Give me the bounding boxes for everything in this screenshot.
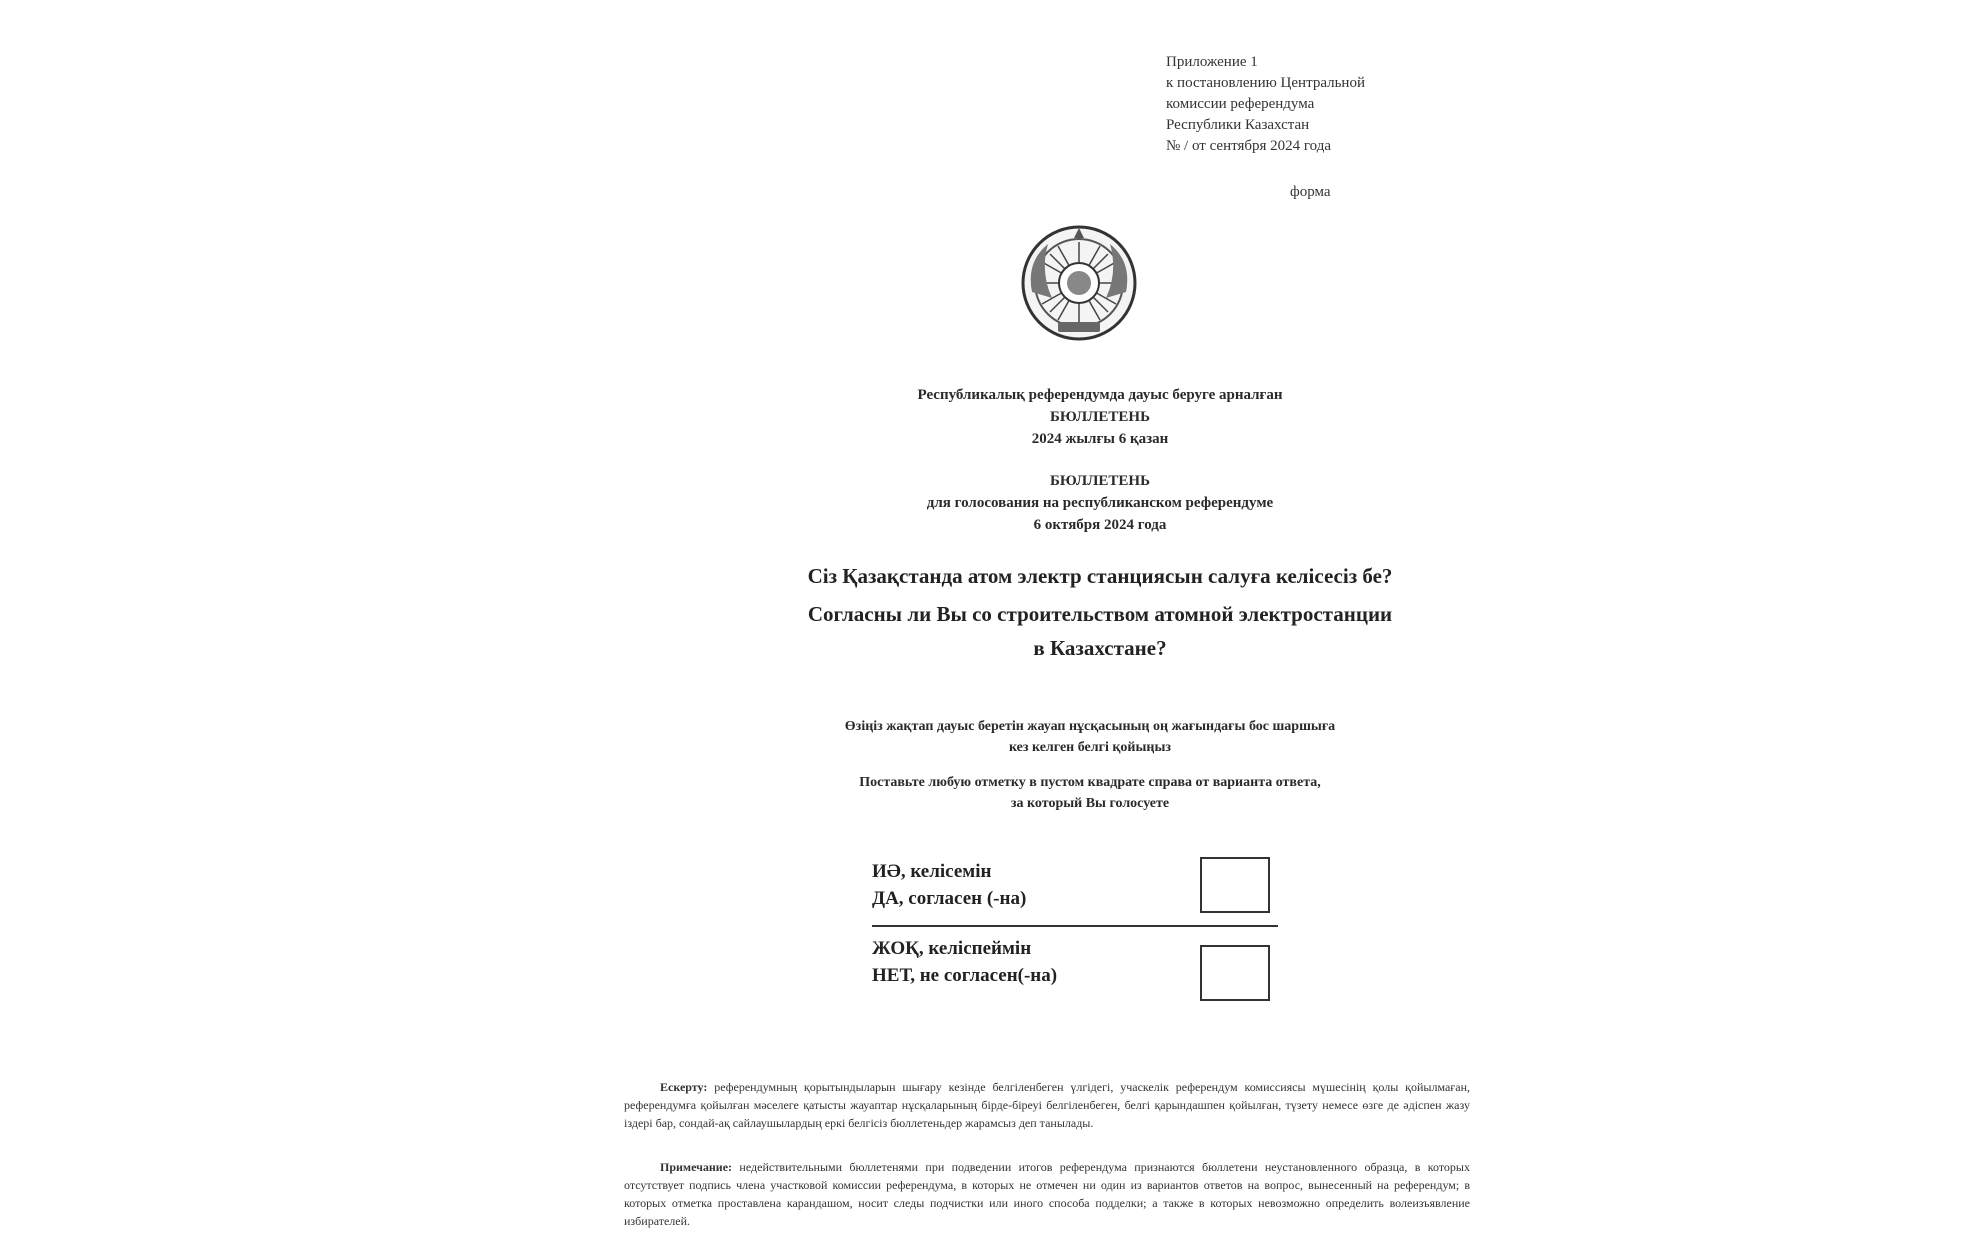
note-ru	[624, 1158, 1470, 1230]
note-kz-label: Ескерту:	[660, 1080, 708, 1094]
instruction-line: за который Вы голосуете	[1010, 796, 1170, 811]
appendix-line: к постановлению Центральной	[1166, 75, 1365, 91]
question-line: Согласны ли Вы со строительством атомной электростанции	[807, 602, 1393, 626]
question-ru	[700, 597, 1500, 665]
appendix-line: Приложение 1	[1166, 54, 1258, 70]
header-line: Республикалық референдумда дауыс беруге арналған	[917, 387, 1283, 403]
option-label-kz: ИӘ, келісемін	[872, 861, 992, 882]
note-ru-text: недействительными бюллетенями при подведении итогов референдума признаются бюллетени неустановленного образца, в которых отсутствует подпись члена участковой комиссии референдума, в которых не отмечен ни один из вариантов ответов на вопрос, вынесенный на референдум; в которых отметка проставлена карандашом, носит следы подчистки или иного способа подделки; а также в которых невозможно определить волеизъявление избирателей.	[624, 1160, 1470, 1228]
note-kz	[624, 1078, 1470, 1132]
instruction-line: кез келген белгі қойыңыз	[1008, 740, 1172, 755]
instructions-ru	[700, 772, 1480, 814]
appendix-note	[1166, 52, 1466, 157]
appendix-line: комиссии референдума	[1166, 96, 1315, 112]
vote-yes-checkbox[interactable]	[1200, 857, 1270, 913]
header-line: для голосования на республиканском референдуме	[926, 495, 1274, 511]
option-no	[872, 935, 1057, 989]
option-label-ru: НЕТ, не согласен(-на)	[872, 965, 1058, 986]
option-divider	[872, 925, 1278, 927]
option-yes	[872, 858, 1026, 912]
instruction-line: Поставьте любую отметку в пустом квадрате справа от варианта ответа,	[859, 775, 1321, 790]
header-line: 6 октября 2024 года	[1033, 517, 1167, 533]
ballot-header-kz	[760, 384, 1440, 450]
header-line: БЮЛЛЕТЕНЬ	[1049, 473, 1150, 489]
instructions-kz	[700, 716, 1480, 758]
header-line: БЮЛЛЕТЕНЬ	[1049, 409, 1150, 425]
appendix-line: № / от сентября 2024 года	[1166, 138, 1332, 154]
option-label-kz: ЖОҚ, келіспеймін	[872, 938, 1032, 959]
appendix-line: Республики Казахстан	[1166, 117, 1310, 133]
instruction-line: Өзіңіз жақтап дауыс беретін жауап нұсқасының оң жағындағы бос шаршыға	[844, 719, 1336, 734]
option-label-ru: ДА, согласен (-на)	[872, 888, 1027, 909]
question-line: в Казахстане?	[1033, 636, 1167, 660]
note-ru-label: Примечание:	[660, 1160, 733, 1174]
question-kz: Сіз Қазақстанда атом электр станциясын салуға келісесіз бе?	[807, 564, 1393, 588]
state-emblem-icon	[1018, 222, 1140, 344]
ballot-header-ru	[760, 470, 1440, 536]
form-label: форма	[1290, 184, 1331, 200]
note-kz-text: референдумның қорытындыларын шығару кезінде белгіленбеген үлгідегі, учаскелік референдум комиссиясы мүшесінің қолы қойылмаған, референдумға қойылған мәселеге қатысты жауаптар нұсқаларының бірде-біреуі белгіленбеген, белгі қарындашпен қойылған, түзету немесе өзге де әдіспен жазу іздері бар, сондай-ақ сайлаушылардың еркі белгісіз бюллетеньдер жарамсыз деп танылады.	[624, 1080, 1470, 1130]
header-line: 2024 жылғы 6 қазан	[1031, 431, 1169, 447]
vote-no-checkbox[interactable]	[1200, 945, 1270, 1001]
